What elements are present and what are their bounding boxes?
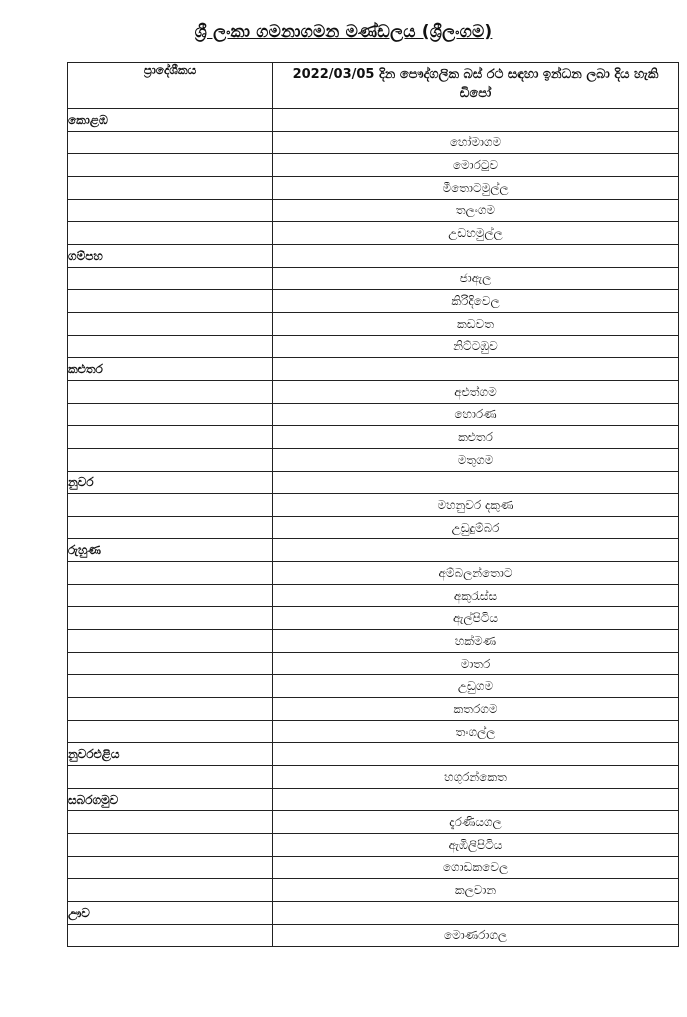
depot-row <box>68 380 679 403</box>
region-row <box>68 788 679 811</box>
depot-row <box>68 630 679 653</box>
empty-cell <box>68 856 273 879</box>
region-column-header: ප්‍රාදේශීකය <box>68 63 273 109</box>
empty-cell <box>68 698 273 721</box>
empty-cell <box>68 267 273 290</box>
depot-name: මාතර <box>273 652 679 675</box>
depot-row <box>68 879 679 902</box>
depot-row <box>68 448 679 471</box>
depot-row <box>68 267 679 290</box>
depot-row <box>68 199 679 222</box>
empty-cell <box>68 675 273 698</box>
empty-cell <box>273 901 679 924</box>
region-row <box>68 244 679 267</box>
page-title: ශ්‍රී ලංකා ගමනාගමන මණ්ඩලය (ශ්‍රීලංගම) <box>194 22 493 42</box>
depot-row <box>68 516 679 539</box>
depot-column-header: 2022/03/05 දින පෞද්ගලික බස් රථ සඳහා ඉන්ධන ලබා දිය හැකි ඩිපෝ <box>273 63 679 109</box>
depot-name: අම්බලන්තොට <box>273 562 679 585</box>
empty-cell <box>273 788 679 811</box>
depot-name: ඇල්පිටිය <box>273 607 679 630</box>
depot-row <box>68 426 679 449</box>
depot-row <box>68 698 679 721</box>
depot-name: කඩවත <box>273 312 679 335</box>
depot-name: මහනුවර දකුණ <box>273 494 679 517</box>
depot-name: ගොඩකවෙල <box>273 856 679 879</box>
depot-name: මීතොටමුල්ල <box>273 176 679 199</box>
empty-cell <box>68 630 273 653</box>
empty-cell <box>68 290 273 313</box>
depot-row <box>68 335 679 358</box>
depot-name: ජාඇල <box>273 267 679 290</box>
empty-cell <box>273 743 679 766</box>
region-name: රුහුණ <box>68 539 273 562</box>
depot-row <box>68 222 679 245</box>
empty-cell <box>68 335 273 358</box>
empty-cell <box>68 222 273 245</box>
region-name: සබරගමුව <box>68 788 273 811</box>
region-row <box>68 901 679 924</box>
empty-cell <box>68 380 273 403</box>
depot-row <box>68 811 679 834</box>
empty-cell <box>68 131 273 154</box>
region-row <box>68 539 679 562</box>
depot-name: තංගල්ල <box>273 720 679 743</box>
empty-cell <box>273 244 679 267</box>
depot-name: උඩහමුල්ල <box>273 222 679 245</box>
depot-row <box>68 154 679 177</box>
empty-cell <box>68 766 273 789</box>
table-body <box>68 109 679 947</box>
empty-cell <box>68 199 273 222</box>
empty-cell <box>273 539 679 562</box>
depot-name: අළුත්ගම <box>273 380 679 403</box>
depot-name: උඩුදුම්බර <box>273 516 679 539</box>
depot-name: කතරගම <box>273 698 679 721</box>
region-row <box>68 743 679 766</box>
depot-name: උඩුගම <box>273 675 679 698</box>
region-name: ඌව <box>68 901 273 924</box>
empty-cell <box>68 448 273 471</box>
depot-name: අකුරැස්ස <box>273 584 679 607</box>
table-header-row <box>68 63 679 109</box>
depot-name: නිට්ටඹුව <box>273 335 679 358</box>
region-name: ගම්පහ <box>68 244 273 267</box>
depot-row <box>68 856 679 879</box>
empty-cell <box>68 652 273 675</box>
empty-cell <box>68 312 273 335</box>
depot-row <box>68 403 679 426</box>
depot-name: හොරණ <box>273 403 679 426</box>
empty-cell <box>68 811 273 834</box>
depot-row <box>68 924 679 947</box>
depot-row <box>68 312 679 335</box>
empty-cell <box>68 879 273 902</box>
depot-row <box>68 834 679 857</box>
region-name: කළුතර <box>68 358 273 381</box>
depot-row <box>68 675 679 698</box>
region-name: නුවරඑළිය <box>68 743 273 766</box>
empty-cell <box>68 720 273 743</box>
depot-row <box>68 131 679 154</box>
region-name: කොළඹ <box>68 109 273 132</box>
depot-name: හගුරන්කෙත <box>273 766 679 789</box>
region-row <box>68 471 679 494</box>
region-row <box>68 358 679 381</box>
empty-cell <box>68 154 273 177</box>
empty-cell <box>68 403 273 426</box>
region-row <box>68 109 679 132</box>
depot-row <box>68 494 679 517</box>
depot-name: මතුගම <box>273 448 679 471</box>
depot-name: ඇඹිලිපිටිය <box>273 834 679 857</box>
depot-row <box>68 652 679 675</box>
depot-name: කිරිදිවෙල <box>273 290 679 313</box>
empty-cell <box>68 584 273 607</box>
depot-name: මොරටුව <box>273 154 679 177</box>
depot-name: හක්මණ <box>273 630 679 653</box>
empty-cell <box>68 562 273 585</box>
depot-row <box>68 176 679 199</box>
empty-cell <box>273 471 679 494</box>
depot-name: කළුතර <box>273 426 679 449</box>
empty-cell <box>273 358 679 381</box>
depot-row <box>68 607 679 630</box>
depot-name: හෝමාගම <box>273 131 679 154</box>
depot-row <box>68 720 679 743</box>
empty-cell <box>273 109 679 132</box>
empty-cell <box>68 924 273 947</box>
empty-cell <box>68 516 273 539</box>
depot-row <box>68 584 679 607</box>
empty-cell <box>68 426 273 449</box>
depot-table <box>67 62 679 947</box>
depot-name: කලවාන <box>273 879 679 902</box>
depot-row <box>68 290 679 313</box>
empty-cell <box>68 494 273 517</box>
empty-cell <box>68 834 273 857</box>
depot-row <box>68 766 679 789</box>
depot-name: තලංගම <box>273 199 679 222</box>
depot-row <box>68 562 679 585</box>
depot-name: මොණරාගල <box>273 924 679 947</box>
depot-name: දැරණියගල <box>273 811 679 834</box>
empty-cell <box>68 176 273 199</box>
region-name: නුවර <box>68 471 273 494</box>
empty-cell <box>68 607 273 630</box>
